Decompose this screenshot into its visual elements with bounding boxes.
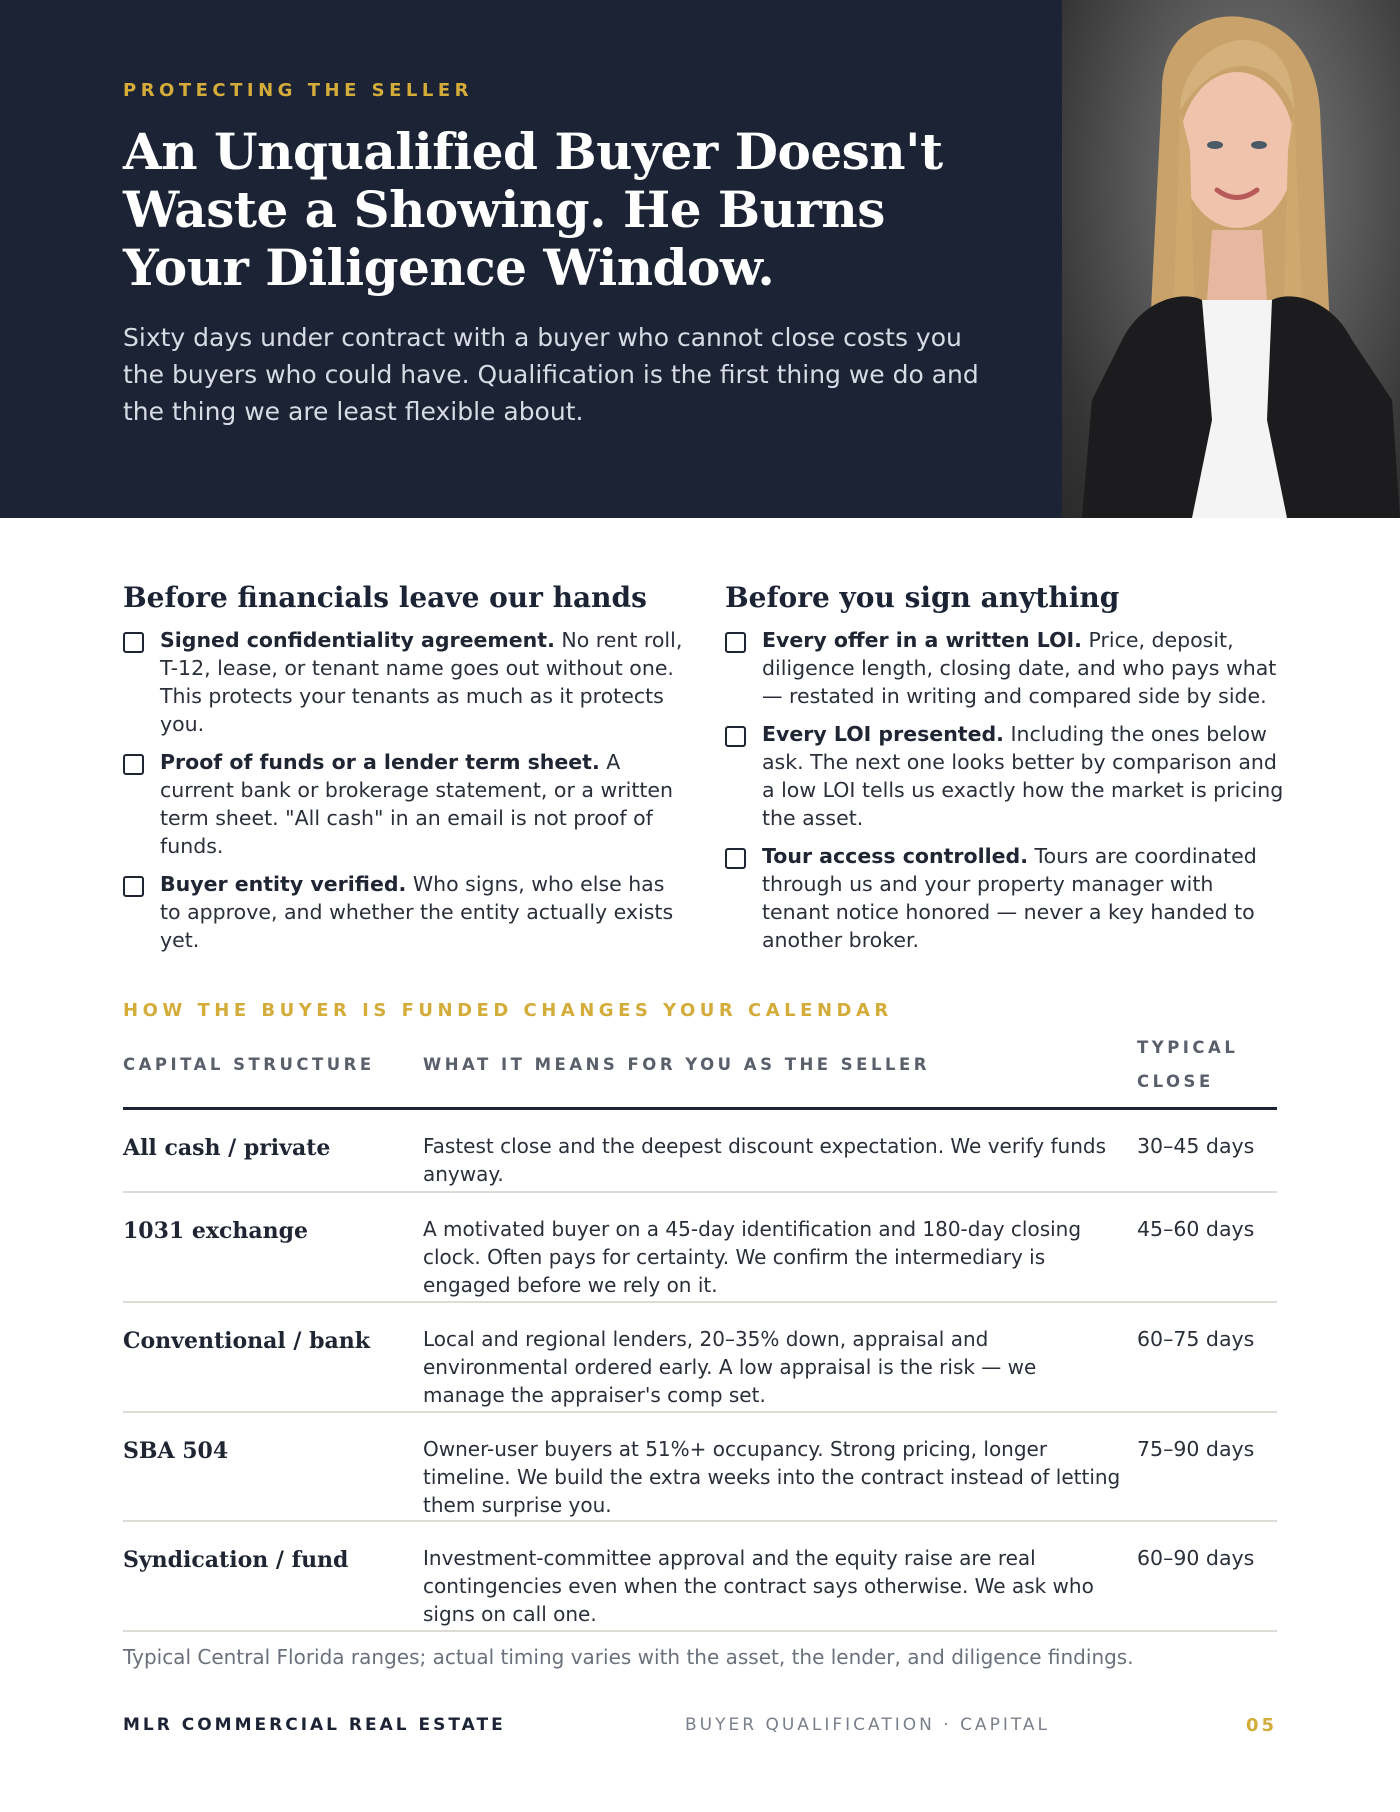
hero-subtitle: Sixty days under contract with a buyer who cannot close costs you the buyers who could have. Qualification is the first thing we do and the thing we are least flexible about. <box>123 323 979 426</box>
page-footer <box>123 1715 1277 1745</box>
column-header-meaning: WHAT IT MEANS FOR YOU AS THE SELLER <box>423 1055 930 1074</box>
footer-brand: MLR COMMERCIAL REAL ESTATE <box>123 1715 506 1735</box>
row-description: Owner-user buyers at 51%+ occupancy. Strong pricing, longer timeline. We build the extra weeks into the contract instead of letting them surprise you. <box>423 1437 1121 1517</box>
table-row <box>123 1110 1277 1193</box>
hero-title: An Unqualified Buyer Doesn't Waste a Showing. He Burns Your Diligence Window. <box>123 122 943 297</box>
row-close: 30–45 days <box>1137 1134 1255 1158</box>
table-row <box>123 1303 1277 1413</box>
footer-section: BUYER QUALIFICATION · CAPITAL <box>685 1715 1050 1735</box>
row-description: A motivated buyer on a 45-day identification and 180-day closing clock. Often pays for certainty. We confirm the intermediary is engaged before we rely on it. <box>423 1217 1082 1297</box>
checklist-item <box>123 626 683 738</box>
item-heading: Every offer in a written LOI. <box>762 628 1082 652</box>
checklist-item <box>725 720 1285 832</box>
checklist-title: Before you sign anything <box>725 581 1120 614</box>
checkbox-icon[interactable] <box>123 632 144 653</box>
checklist-title: Before financials leave our hands <box>123 581 647 614</box>
item-heading: Signed confidentiality agreement. <box>160 628 555 652</box>
row-close: 75–90 days <box>1137 1437 1255 1461</box>
item-heading: Proof of funds or a lender term sheet. <box>160 750 600 774</box>
item-heading: Buyer entity verified. <box>160 872 407 896</box>
column-header-close: TYPICAL CLOSE <box>1137 1038 1239 1091</box>
item-heading: Every LOI presented. <box>762 722 1004 746</box>
item-text: No rent roll, T-12, lease, or tenant name goes out without one. This protects your tenants as much as it protects you. <box>160 628 683 736</box>
table-header <box>123 1038 1277 1110</box>
checklist-item <box>123 870 683 954</box>
table-row <box>123 1193 1277 1303</box>
checkbox-icon[interactable] <box>725 726 746 747</box>
row-description: Investment-committee approval and the equity raise are real contingencies even when the contract says otherwise. We ask who signs on call one. <box>423 1546 1094 1626</box>
table-eyebrow: HOW THE BUYER IS FUNDED CHANGES YOUR CALENDAR <box>123 1000 893 1021</box>
checklist-item <box>725 842 1285 954</box>
column-header-structure: CAPITAL STRUCTURE <box>123 1055 375 1074</box>
checklist-signing <box>725 580 1285 964</box>
row-description: Local and regional lenders, 20–35% down, appraisal and environmental ordered early. A low appraisal is the risk — we manage the appraiser's comp set. <box>423 1327 1037 1407</box>
row-structure: 1031 exchange <box>123 1218 309 1244</box>
item-text: Including the ones below ask. The next one looks better by comparison and a low LOI tells us exactly how the market is pricing the asset. <box>762 722 1284 830</box>
checkbox-icon[interactable] <box>123 754 144 775</box>
item-text: Price, deposit, diligence length, closing date, and who pays what — restated in writing and compared side by side. <box>762 628 1277 708</box>
row-structure: Syndication / fund <box>123 1547 349 1573</box>
table-footnote: Typical Central Florida ranges; actual timing varies with the asset, the lender, and diligence findings. <box>123 1645 1134 1669</box>
agent-portrait <box>1062 0 1400 518</box>
checklist-item <box>725 626 1285 710</box>
table-row <box>123 1522 1277 1632</box>
checkbox-icon[interactable] <box>725 848 746 869</box>
checkbox-icon[interactable] <box>725 632 746 653</box>
row-close: 45–60 days <box>1137 1217 1255 1241</box>
hero-banner <box>0 0 1400 518</box>
page-number: 05 <box>1245 1715 1277 1736</box>
capital-structure-table <box>123 1038 1277 1632</box>
item-text: Tours are coordinated through us and your property manager with tenant notice honored — never a key handed to another broker. <box>762 844 1257 952</box>
item-text: A current bank or brokerage statement, or a written term sheet. "All cash" in an email is not proof of funds. <box>160 750 674 858</box>
row-description: Fastest close and the deepest discount expectation. We verify funds anyway. <box>423 1134 1107 1186</box>
item-text: Who signs, who else has to approve, and whether the entity actually exists yet. <box>160 872 674 952</box>
table-row <box>123 1413 1277 1522</box>
row-structure: SBA 504 <box>123 1438 229 1464</box>
hero-eyebrow: PROTECTING THE SELLER <box>123 80 473 101</box>
row-close: 60–75 days <box>1137 1327 1255 1351</box>
row-structure: Conventional / bank <box>123 1328 370 1354</box>
item-heading: Tour access controlled. <box>762 844 1029 868</box>
checklist-financials <box>123 580 683 964</box>
hero-text <box>123 80 1023 430</box>
portrait-illustration <box>1062 0 1400 518</box>
row-close: 60–90 days <box>1137 1546 1255 1570</box>
checklist-item <box>123 748 683 860</box>
row-structure: All cash / private <box>123 1135 331 1161</box>
checkbox-icon[interactable] <box>123 876 144 897</box>
